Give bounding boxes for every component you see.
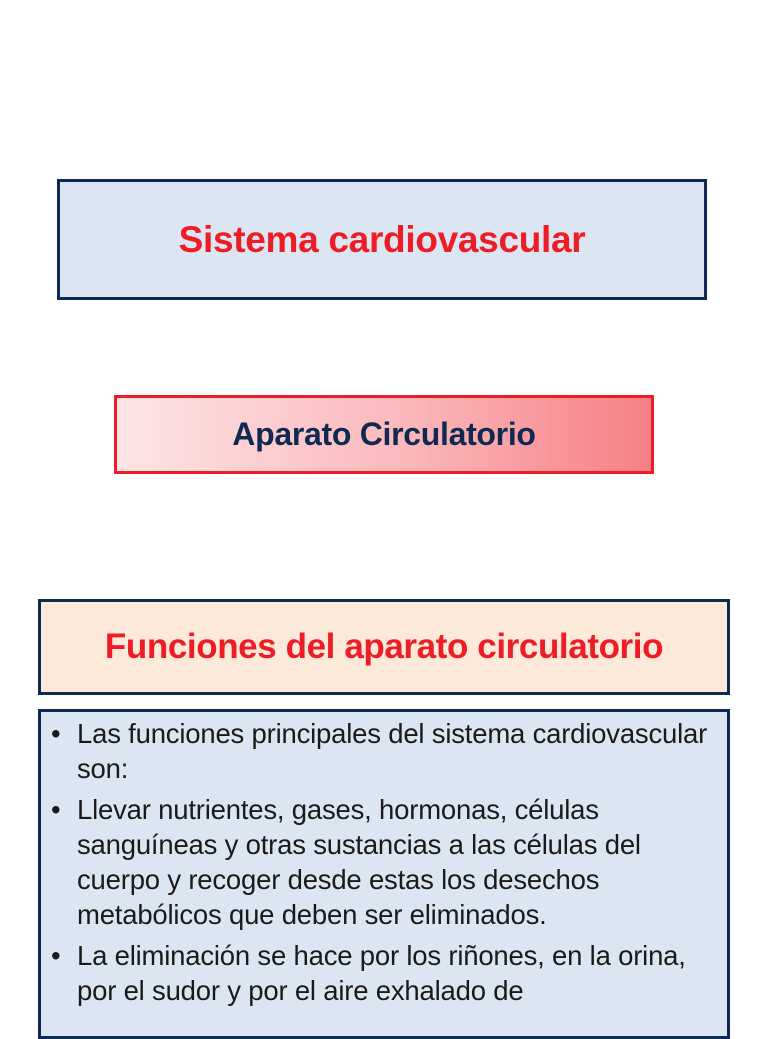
bullet-text: La eliminación se hace por los riñones, en la orina, por el sudor y por el aire exhalado de bbox=[77, 940, 686, 1006]
bullet-icon: • bbox=[51, 794, 61, 825]
bullet-item bbox=[49, 938, 717, 1008]
bullet-list bbox=[49, 716, 717, 1008]
bullet-text: Las funciones principales del sistema cardiovascular son: bbox=[77, 718, 708, 784]
section-heading-box bbox=[38, 599, 730, 695]
section-heading: Funciones del aparato circulatorio bbox=[104, 627, 664, 666]
bullet-item bbox=[49, 792, 717, 932]
bullet-icon: • bbox=[51, 940, 61, 971]
slide-title: Sistema cardiovascular bbox=[178, 218, 586, 260]
bullet-text: Llevar nutrientes, gases, hormonas, células sanguíneas y otras sustancias a las células del cuerpo y recoger desde estas los desechos metabólicos que deben ser eliminados. bbox=[77, 794, 641, 930]
title-box bbox=[57, 179, 707, 300]
slide-subtitle: Aparato Circulatorio bbox=[232, 416, 536, 452]
bullet-item bbox=[49, 716, 717, 786]
subtitle-box bbox=[114, 395, 654, 474]
bullet-icon: • bbox=[51, 718, 61, 749]
content-box bbox=[38, 709, 730, 1039]
